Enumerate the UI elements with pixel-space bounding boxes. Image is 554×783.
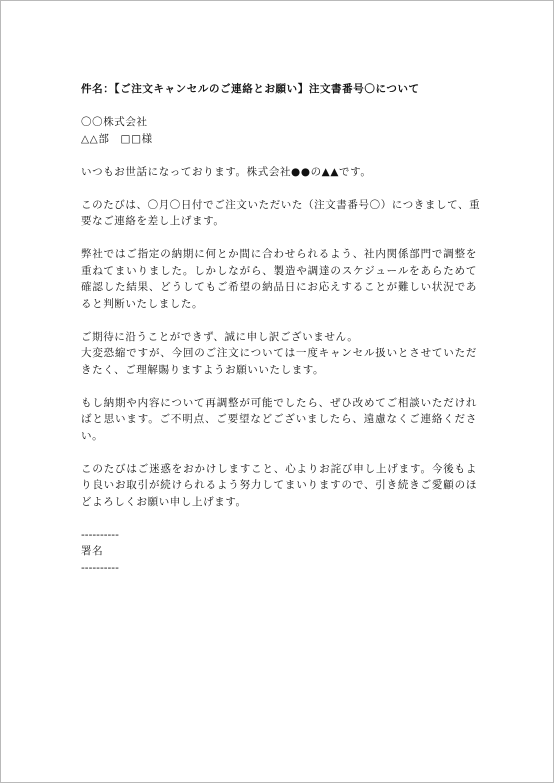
- paragraph-line: このたびはご迷惑をおかけしますこと、心よりお詫び申し上げます。今後もよ: [81, 462, 477, 475]
- paragraph-situation: [81, 246, 477, 312]
- paragraph-line: もし納期や内容について再調整が可能でしたら、ぜひ改めてご相談いただけれ: [81, 396, 477, 409]
- letter-body: [81, 81, 481, 576]
- paragraph-closing: [81, 461, 477, 511]
- paragraph-line: 確認した結果、どうしてもご希望の納品日にお応えすることが難しい状況であ: [81, 281, 477, 293]
- paragraph-apology: [81, 329, 477, 379]
- paragraph-line: どよろしくお願い申し上げます。: [81, 495, 247, 508]
- paragraph-line: きたく、ご理解賜りますようお願いいたします。: [81, 363, 325, 376]
- recipient-company: 〇〇株式会社: [81, 116, 148, 128]
- subject-line: 件名：【ご注文キャンセルのご連絡とお願い】注文書番号〇について: [81, 83, 420, 95]
- signature-block: [81, 527, 477, 577]
- greeting-line: いつもお世話になっております。株式会社●●の▲▲です。: [81, 165, 372, 178]
- paragraph-line: ると判断いたしました。: [81, 297, 204, 310]
- paragraph-line: 要なご連絡を差し上げます。: [81, 215, 225, 227]
- paragraph-line: 弊社ではご指定の納期に何とか間に合わせられるよう、社内関係部門で調整を: [81, 248, 477, 260]
- paragraph-reason-intro: [81, 197, 481, 230]
- paragraph-line: い。: [81, 429, 104, 442]
- signature-separator-top: ----------: [81, 528, 119, 541]
- paragraph-line: 大変恐縮ですが、今回のご注文については一度キャンセル扱いとさせていただ: [81, 347, 477, 359]
- signature-separator-bottom: ----------: [81, 561, 119, 574]
- paragraph-line: 重ねてまいりました。しかしながら、製造や調達のスケジュールをあらためて: [81, 264, 477, 277]
- paragraph-line: ばと思います。ご不明点、ご要望などございましたら、遠慮なくご連絡くださ: [81, 413, 477, 425]
- signature-label: 署名: [81, 545, 104, 557]
- paragraph-line: このたびは、〇月〇日付でご注文いただいた（注文書番号〇）につきまして、重: [81, 198, 481, 211]
- paragraph-line: ご期待に沿うことができず、誠に申し訳ございません。: [81, 330, 359, 343]
- paragraph-line: り良いお取引が続けられるよう努力してまいりますので、引き続きご愛顧のほ: [81, 479, 477, 491]
- recipient-person: △△部 □□様: [81, 132, 153, 145]
- paragraph-readjustment: [81, 395, 477, 445]
